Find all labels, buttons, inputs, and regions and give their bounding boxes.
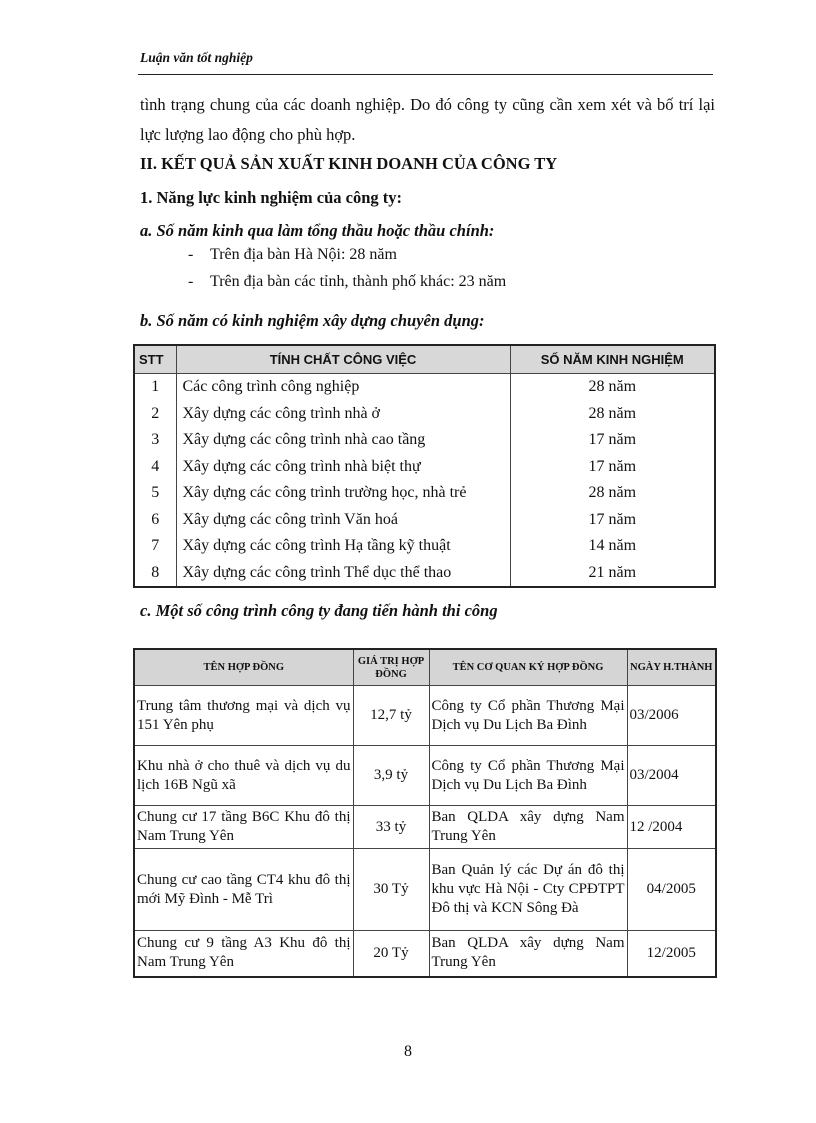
cell-work-type: Xây dựng các công trình trường học, nhà trẻ bbox=[176, 480, 510, 507]
cell-stt: 4 bbox=[134, 454, 176, 481]
cell-contract-value: 33 tỷ bbox=[353, 806, 429, 849]
cell-completion-date: 03/2004 bbox=[627, 746, 716, 806]
cell-stt: 1 bbox=[134, 374, 176, 401]
cell-signing-agency: Ban QLDA xây dựng Nam Trung Yên bbox=[429, 806, 627, 849]
cell-contract-value: 30 Tỷ bbox=[353, 849, 429, 931]
cell-signing-agency: Ban QLDA xây dựng Nam Trung Yên bbox=[429, 931, 627, 977]
table-row bbox=[134, 427, 715, 454]
intro-paragraph: tình trạng chung của các doanh nghiệp. Do đó công ty cũng cần xem xét và bố trí lại lực lượng lao động cho phù hợp. bbox=[140, 95, 715, 144]
cell-work-type: Xây dựng các công trình Thể dục thể thao bbox=[176, 560, 510, 588]
cell-signing-agency: Công ty Cổ phần Thương Mại Dịch vụ Du Lịch Ba Đình bbox=[429, 686, 627, 746]
cell-stt: 7 bbox=[134, 533, 176, 560]
bullet-item: - Trên địa bàn các tỉnh, thành phố khác: 23 năm bbox=[188, 273, 507, 290]
table-row bbox=[134, 507, 715, 534]
bullet-text: Trên địa bàn các tỉnh, thành phố khác: 23 năm bbox=[210, 273, 507, 290]
table-header-row bbox=[134, 345, 715, 374]
cell-stt: 2 bbox=[134, 401, 176, 428]
header-years: SỐ NĂM KINH NGHIỆM bbox=[510, 345, 715, 374]
table-row bbox=[134, 560, 715, 588]
bullet-text: Trên địa bàn Hà Nội: 28 năm bbox=[210, 246, 397, 263]
cell-stt: 6 bbox=[134, 507, 176, 534]
cell-stt: 5 bbox=[134, 480, 176, 507]
table-row bbox=[134, 686, 716, 746]
table-row bbox=[134, 849, 716, 931]
header-contract-name: TÊN HỢP ĐỒNG bbox=[134, 649, 353, 686]
page-number: 8 bbox=[404, 1043, 412, 1060]
projects-table bbox=[133, 648, 717, 978]
table-row bbox=[134, 480, 715, 507]
table-row bbox=[134, 374, 715, 401]
header-work-type: TÍNH CHẤT CÔNG VIỆC bbox=[176, 345, 510, 374]
header-divider bbox=[138, 74, 713, 75]
cell-contract-name: Chung cư 9 tầng A3 Khu đô thị Nam Trung Yên bbox=[134, 931, 353, 977]
part-b-heading: b. Số năm có kinh nghiệm xây dựng chuyên dụng: bbox=[140, 311, 485, 330]
table-row bbox=[134, 454, 715, 481]
cell-completion-date: 04/2005 bbox=[627, 849, 716, 931]
header-signing-agency: TÊN CƠ QUAN KÝ HỢP ĐỒNG bbox=[429, 649, 627, 686]
cell-years: 21 năm bbox=[510, 560, 715, 588]
cell-work-type: Xây dựng các công trình nhà ở bbox=[176, 401, 510, 428]
cell-years: 28 năm bbox=[510, 401, 715, 428]
part-c-heading: c. Một số công trình công ty đang tiến hành thi công bbox=[140, 601, 498, 620]
table-header-row bbox=[134, 649, 716, 686]
table-row bbox=[134, 746, 716, 806]
cell-signing-agency: Công ty Cổ phần Thương Mại Dịch vụ Du Lịch Ba Đình bbox=[429, 746, 627, 806]
cell-years: 28 năm bbox=[510, 374, 715, 401]
running-header: Luận văn tốt nghiệp bbox=[140, 50, 253, 65]
cell-years: 17 năm bbox=[510, 454, 715, 481]
part-a-heading: a. Số năm kinh qua làm tổng thầu hoặc thầu chính: bbox=[140, 221, 495, 240]
bullet-item: - Trên địa bàn Hà Nội: 28 năm bbox=[188, 246, 397, 263]
section-heading: II. KẾT QUẢ SẢN XUẤT KINH DOANH CỦA CÔNG TY bbox=[140, 154, 558, 173]
cell-contract-value: 12,7 tỷ bbox=[353, 686, 429, 746]
cell-work-type: Các công trình công nghiệp bbox=[176, 374, 510, 401]
cell-signing-agency: Ban Quản lý các Dự án đô thị khu vực Hà Nội - Cty CPĐTPT Đô thị và KCN Sông Đà bbox=[429, 849, 627, 931]
table-row bbox=[134, 931, 716, 977]
cell-years: 28 năm bbox=[510, 480, 715, 507]
cell-completion-date: 03/2006 bbox=[627, 686, 716, 746]
header-completion-date: NGÀY H.THÀNH bbox=[627, 649, 716, 686]
cell-work-type: Xây dựng các công trình nhà biệt thự bbox=[176, 454, 510, 481]
subsection-heading: 1. Năng lực kinh nghiệm của công ty: bbox=[140, 188, 403, 207]
cell-work-type: Xây dựng các công trình nhà cao tầng bbox=[176, 427, 510, 454]
table-row bbox=[134, 806, 716, 849]
cell-contract-value: 20 Tỷ bbox=[353, 931, 429, 977]
cell-contract-value: 3,9 tỷ bbox=[353, 746, 429, 806]
cell-work-type: Xây dựng các công trình Văn hoá bbox=[176, 507, 510, 534]
cell-years: 14 năm bbox=[510, 533, 715, 560]
cell-stt: 3 bbox=[134, 427, 176, 454]
cell-contract-name: Chung cư 17 tầng B6C Khu đô thị Nam Trung Yên bbox=[134, 806, 353, 849]
cell-contract-name: Chung cư cao tầng CT4 khu đô thị mới Mỹ Đình - Mễ Trì bbox=[134, 849, 353, 931]
table-row bbox=[134, 533, 715, 560]
header-stt: STT bbox=[134, 345, 176, 374]
cell-work-type: Xây dựng các công trình Hạ tầng kỹ thuật bbox=[176, 533, 510, 560]
cell-contract-name: Trung tâm thương mại và dịch vụ 151 Yên phụ bbox=[134, 686, 353, 746]
cell-completion-date: 12/2005 bbox=[627, 931, 716, 977]
cell-contract-name: Khu nhà ở cho thuê và dịch vụ du lịch 16B Ngũ xã bbox=[134, 746, 353, 806]
cell-completion-date: 12 /2004 bbox=[627, 806, 716, 849]
table-row bbox=[134, 401, 715, 428]
experience-table bbox=[133, 344, 716, 588]
header-contract-value: GIÁ TRỊ HỢP ĐỒNG bbox=[353, 649, 429, 686]
cell-years: 17 năm bbox=[510, 507, 715, 534]
cell-years: 17 năm bbox=[510, 427, 715, 454]
cell-stt: 8 bbox=[134, 560, 176, 588]
